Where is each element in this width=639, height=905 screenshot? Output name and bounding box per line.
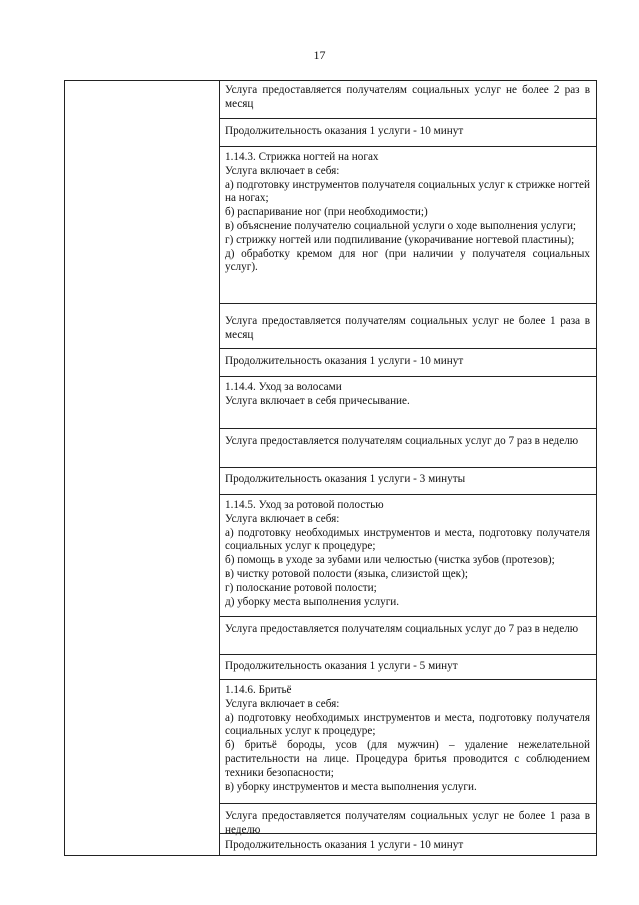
service-block-oral-care	[219, 494, 596, 616]
service-item: б) помощь в уходе за зубами или челюстью (чистка зубов (протезов);	[225, 554, 555, 567]
duration-cell: Продолжительность оказания 1 услуги - 5 минут	[219, 654, 596, 679]
duration-cell: Продолжительность оказания 1 услуги - 10 минут	[219, 833, 596, 857]
service-item: г) стрижку ногтей или подпиливание (укорачивание ногтевой пластины);	[225, 233, 575, 246]
service-item: б) бритьё бороды, усов (для мужчин) – удаление нежелательной растительности на лице. Процедура бритья проводится с соблюдением техники безопасности;	[225, 739, 590, 779]
services-table	[64, 80, 597, 856]
frequency-cell: Услуга предоставляется получателям социальных услуг не более 1 раза в месяц	[219, 303, 596, 348]
service-block-hair-care	[219, 376, 596, 428]
empty-left-column	[65, 81, 220, 855]
duration-cell: Продолжительность оказания 1 услуги - 10 минут	[219, 348, 596, 376]
service-item: д) уборку места выполнения услуги.	[225, 595, 400, 608]
service-item: Услуга включает в себя:	[225, 512, 340, 525]
frequency-cell: Услуга предоставляется получателям социальных услуг не более 2 раз в месяц	[225, 84, 590, 110]
service-title: 1.14.3. Стрижка ногтей на ногах	[225, 151, 379, 163]
service-title: 1.14.6. Бритьё	[225, 684, 292, 696]
service-title: 1.14.5. Уход за ротовой полостью	[225, 499, 384, 511]
service-title: 1.14.4. Уход за волосами	[225, 381, 342, 393]
services-column	[219, 81, 596, 855]
service-item: г) полоскание ротовой полости;	[225, 581, 377, 594]
service-item: Услуга включает в себя:	[225, 164, 340, 177]
service-item: д) обработку кремом для ног (при наличии у получателя социальных услуг).	[225, 247, 590, 274]
service-item: а) подготовку необходимых инструментов и места, подготовку получателя социальных услуг к процедуре;	[225, 711, 590, 738]
frequency-cell: Услуга предоставляется получателям социальных услуг не более 1 раза в неделю	[219, 803, 596, 833]
service-item: б) распаривание ног (при необходимости;)	[225, 206, 428, 219]
service-item: в) уборку инструментов и места выполнения услуги.	[225, 780, 477, 793]
duration-cell: Продолжительность оказания 1 услуги - 10 минут	[219, 118, 596, 146]
page-number: 17	[313, 48, 326, 62]
frequency-cell: Услуга предоставляется получателям социальных услуг до 7 раз в неделю	[219, 616, 596, 654]
frequency-cell: Услуга предоставляется получателям социальных услуг до 7 раз в неделю	[219, 428, 596, 467]
service-item: в) чистку ротовой полости (языка, слизистой щек);	[225, 567, 468, 580]
service-item: Услуга включает в себя:	[225, 697, 340, 710]
service-item: в) объяснение получателю социальной услуги о ходе выполнения услуги;	[225, 219, 577, 232]
service-item: Услуга включает в себя причесывание.	[225, 394, 410, 407]
service-block-shaving	[219, 679, 596, 803]
service-item: а) подготовку необходимых инструментов и места, подготовку получателя социальных услуг к процедуре;	[225, 526, 590, 553]
service-item: а) подготовку инструментов получателя социальных услуг к стрижке ногтей на ногах;	[225, 178, 590, 205]
duration-cell: Продолжительность оказания 1 услуги - 3 минуты	[219, 467, 596, 494]
service-block-nail-trim	[219, 146, 596, 303]
